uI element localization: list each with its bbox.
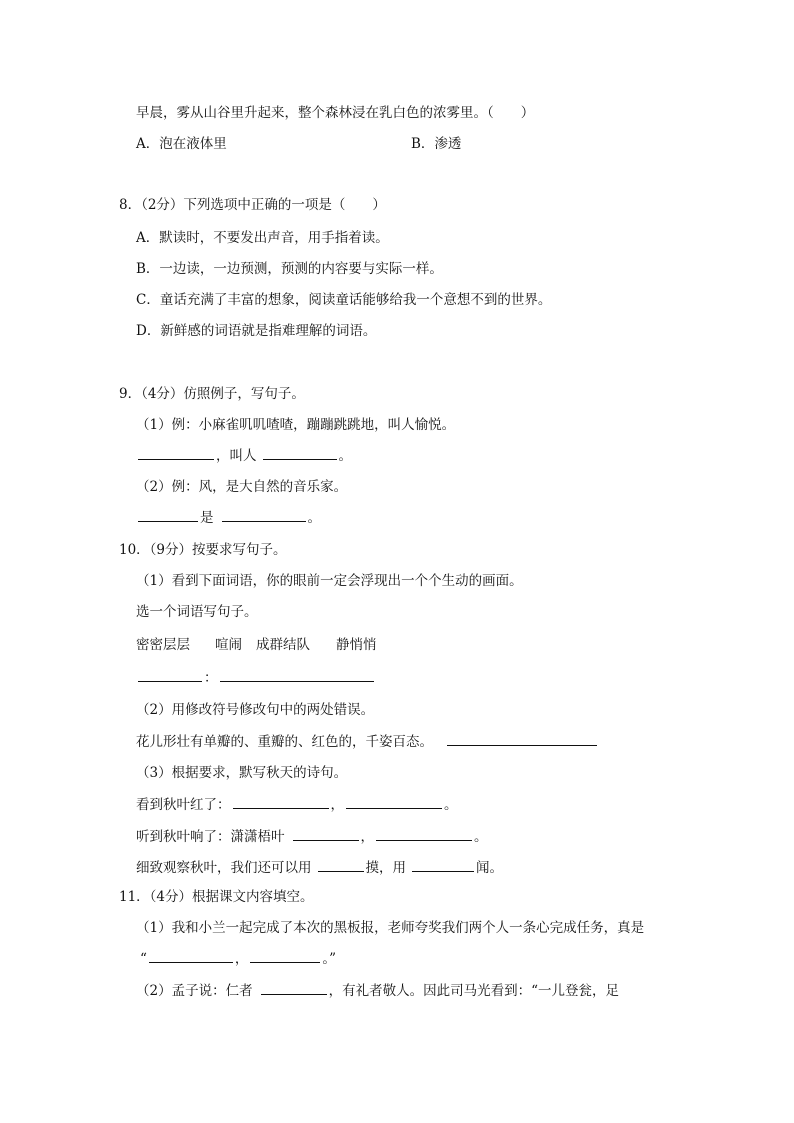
answer-blank[interactable] xyxy=(447,733,597,746)
answer-blank[interactable] xyxy=(222,509,306,522)
answer-blank[interactable] xyxy=(138,669,202,682)
q9-sub2-end-text: 。 xyxy=(307,510,321,526)
q10-colon-text: ： xyxy=(204,670,218,686)
q10-sub1-title: （1）看到下面词语，你的眼前一定会浮现出一个个生动的画面。 xyxy=(136,573,523,589)
q9-sub2-example: （2）例：风，是大自然的音乐家。 xyxy=(136,479,348,495)
q10-poem-line-a xyxy=(136,796,458,814)
answer-blank[interactable] xyxy=(293,828,359,841)
q10-word-2: 喧闹 xyxy=(215,637,242,653)
q10-sub1-instruction: 选一个词语写句子。 xyxy=(136,604,258,620)
answer-blank[interactable] xyxy=(220,669,374,682)
q10-period-text: 。 xyxy=(474,829,488,845)
q11-sub2-suffix: ，有礼者敬人。因此司马光看到：“一儿登瓮，足 xyxy=(328,983,619,999)
q10-word-1: 密密层层 xyxy=(136,637,190,653)
q8-option-a: A．默读时，不要发出声音，用手指着读。 xyxy=(136,230,389,246)
q11-sub1-text: （1）我和小兰一起完成了本次的黑板报，老师夸奖我们两个人一条心完成任务，真是 xyxy=(136,920,645,936)
q10-period-text: 。 xyxy=(444,797,458,813)
q11-sub1-answer-line xyxy=(140,950,336,968)
answer-blank[interactable] xyxy=(149,950,233,963)
q8-option-c: C．童话充满了丰富的想象，阅读童话能够给我一个意想不到的世界。 xyxy=(136,292,552,308)
q8-option-b: B．一边读，一边预测，预测的内容要与实际一样。 xyxy=(136,261,443,277)
q11-close-quote: 。” xyxy=(322,951,337,967)
q11-title: 11．（4分）根据课文内容填空。 xyxy=(119,889,314,905)
q9-sub1-end-text: 。 xyxy=(338,448,352,464)
q10-title: 10．（9分）按要求写句子。 xyxy=(119,542,287,558)
answer-blank[interactable] xyxy=(263,447,337,460)
q11-sub2-line xyxy=(136,982,619,1000)
q10-comma-text: ， xyxy=(360,829,374,845)
q11-sub2-prefix: （2）孟子说：仁者 xyxy=(136,983,253,999)
q10-line-c-mid: 摸，用 xyxy=(365,860,406,876)
q9-sub1-example: （1）例：小麻雀叽叽喳喳，蹦蹦跳跳地，叫人愉悦。 xyxy=(136,417,456,433)
q10-word-4: 静悄悄 xyxy=(336,637,377,653)
q10-sub2-sentence: 花儿形壮有单瓣的、重瓣的、红色的，千姿百态。 xyxy=(136,734,433,750)
q10-line-c-end: 闻。 xyxy=(476,860,503,876)
answer-blank[interactable] xyxy=(233,796,329,809)
q8-title: 8．（2分）下列选项中正确的一项是（ ） xyxy=(119,197,386,213)
q10-sub2-line xyxy=(136,733,599,751)
q9-sub1-mid-text: ，叫人 xyxy=(216,448,257,464)
q8-option-d: D．新鲜感的词语就是指难理解的词语。 xyxy=(136,323,377,339)
q10-observe-line xyxy=(136,859,503,877)
answer-blank[interactable] xyxy=(138,447,214,460)
q11-open-quote: “ xyxy=(140,951,147,967)
q9-title: 9．（4分）仿照例子，写句子。 xyxy=(119,386,305,402)
answer-blank[interactable] xyxy=(138,509,198,522)
q10-poem-line-b xyxy=(136,828,488,846)
q7-option-b: B．渗透 xyxy=(411,136,462,152)
q9-sub2-answer-line xyxy=(136,509,321,527)
q10-sub2-title: （2）用修改符号修改句中的两处错误。 xyxy=(136,702,375,718)
q10-sub1-answer-line xyxy=(136,669,376,687)
answer-blank[interactable] xyxy=(261,982,327,995)
q7-option-a: A．泡在液体里 xyxy=(136,136,227,152)
q10-comma-text: ， xyxy=(330,797,344,813)
answer-blank[interactable] xyxy=(412,859,474,872)
q10-line-c-prefix: 细致观察秋叶，我们还可以用 xyxy=(136,860,312,876)
answer-blank[interactable] xyxy=(250,950,320,963)
answer-blank[interactable] xyxy=(346,796,442,809)
q10-line-b-prefix: 听到秋叶响了：潇潇梧叶 xyxy=(136,829,285,845)
q9-sub1-answer-line xyxy=(136,447,352,465)
answer-blank[interactable] xyxy=(318,859,364,872)
q7-sentence: 早晨，雾从山谷里升起来，整个森林浸在乳白色的浓雾里。（ ） xyxy=(136,105,535,121)
q10-line-a-prefix: 看到秋叶红了： xyxy=(136,797,231,813)
answer-blank[interactable] xyxy=(376,828,472,841)
q10-word-3: 成群结队 xyxy=(256,637,310,653)
q11-comma-text: ， xyxy=(234,951,249,967)
q9-sub2-mid-text: 是 xyxy=(200,510,214,526)
q10-sub3-title: （3）根据要求，默写秋天的诗句。 xyxy=(136,765,348,781)
